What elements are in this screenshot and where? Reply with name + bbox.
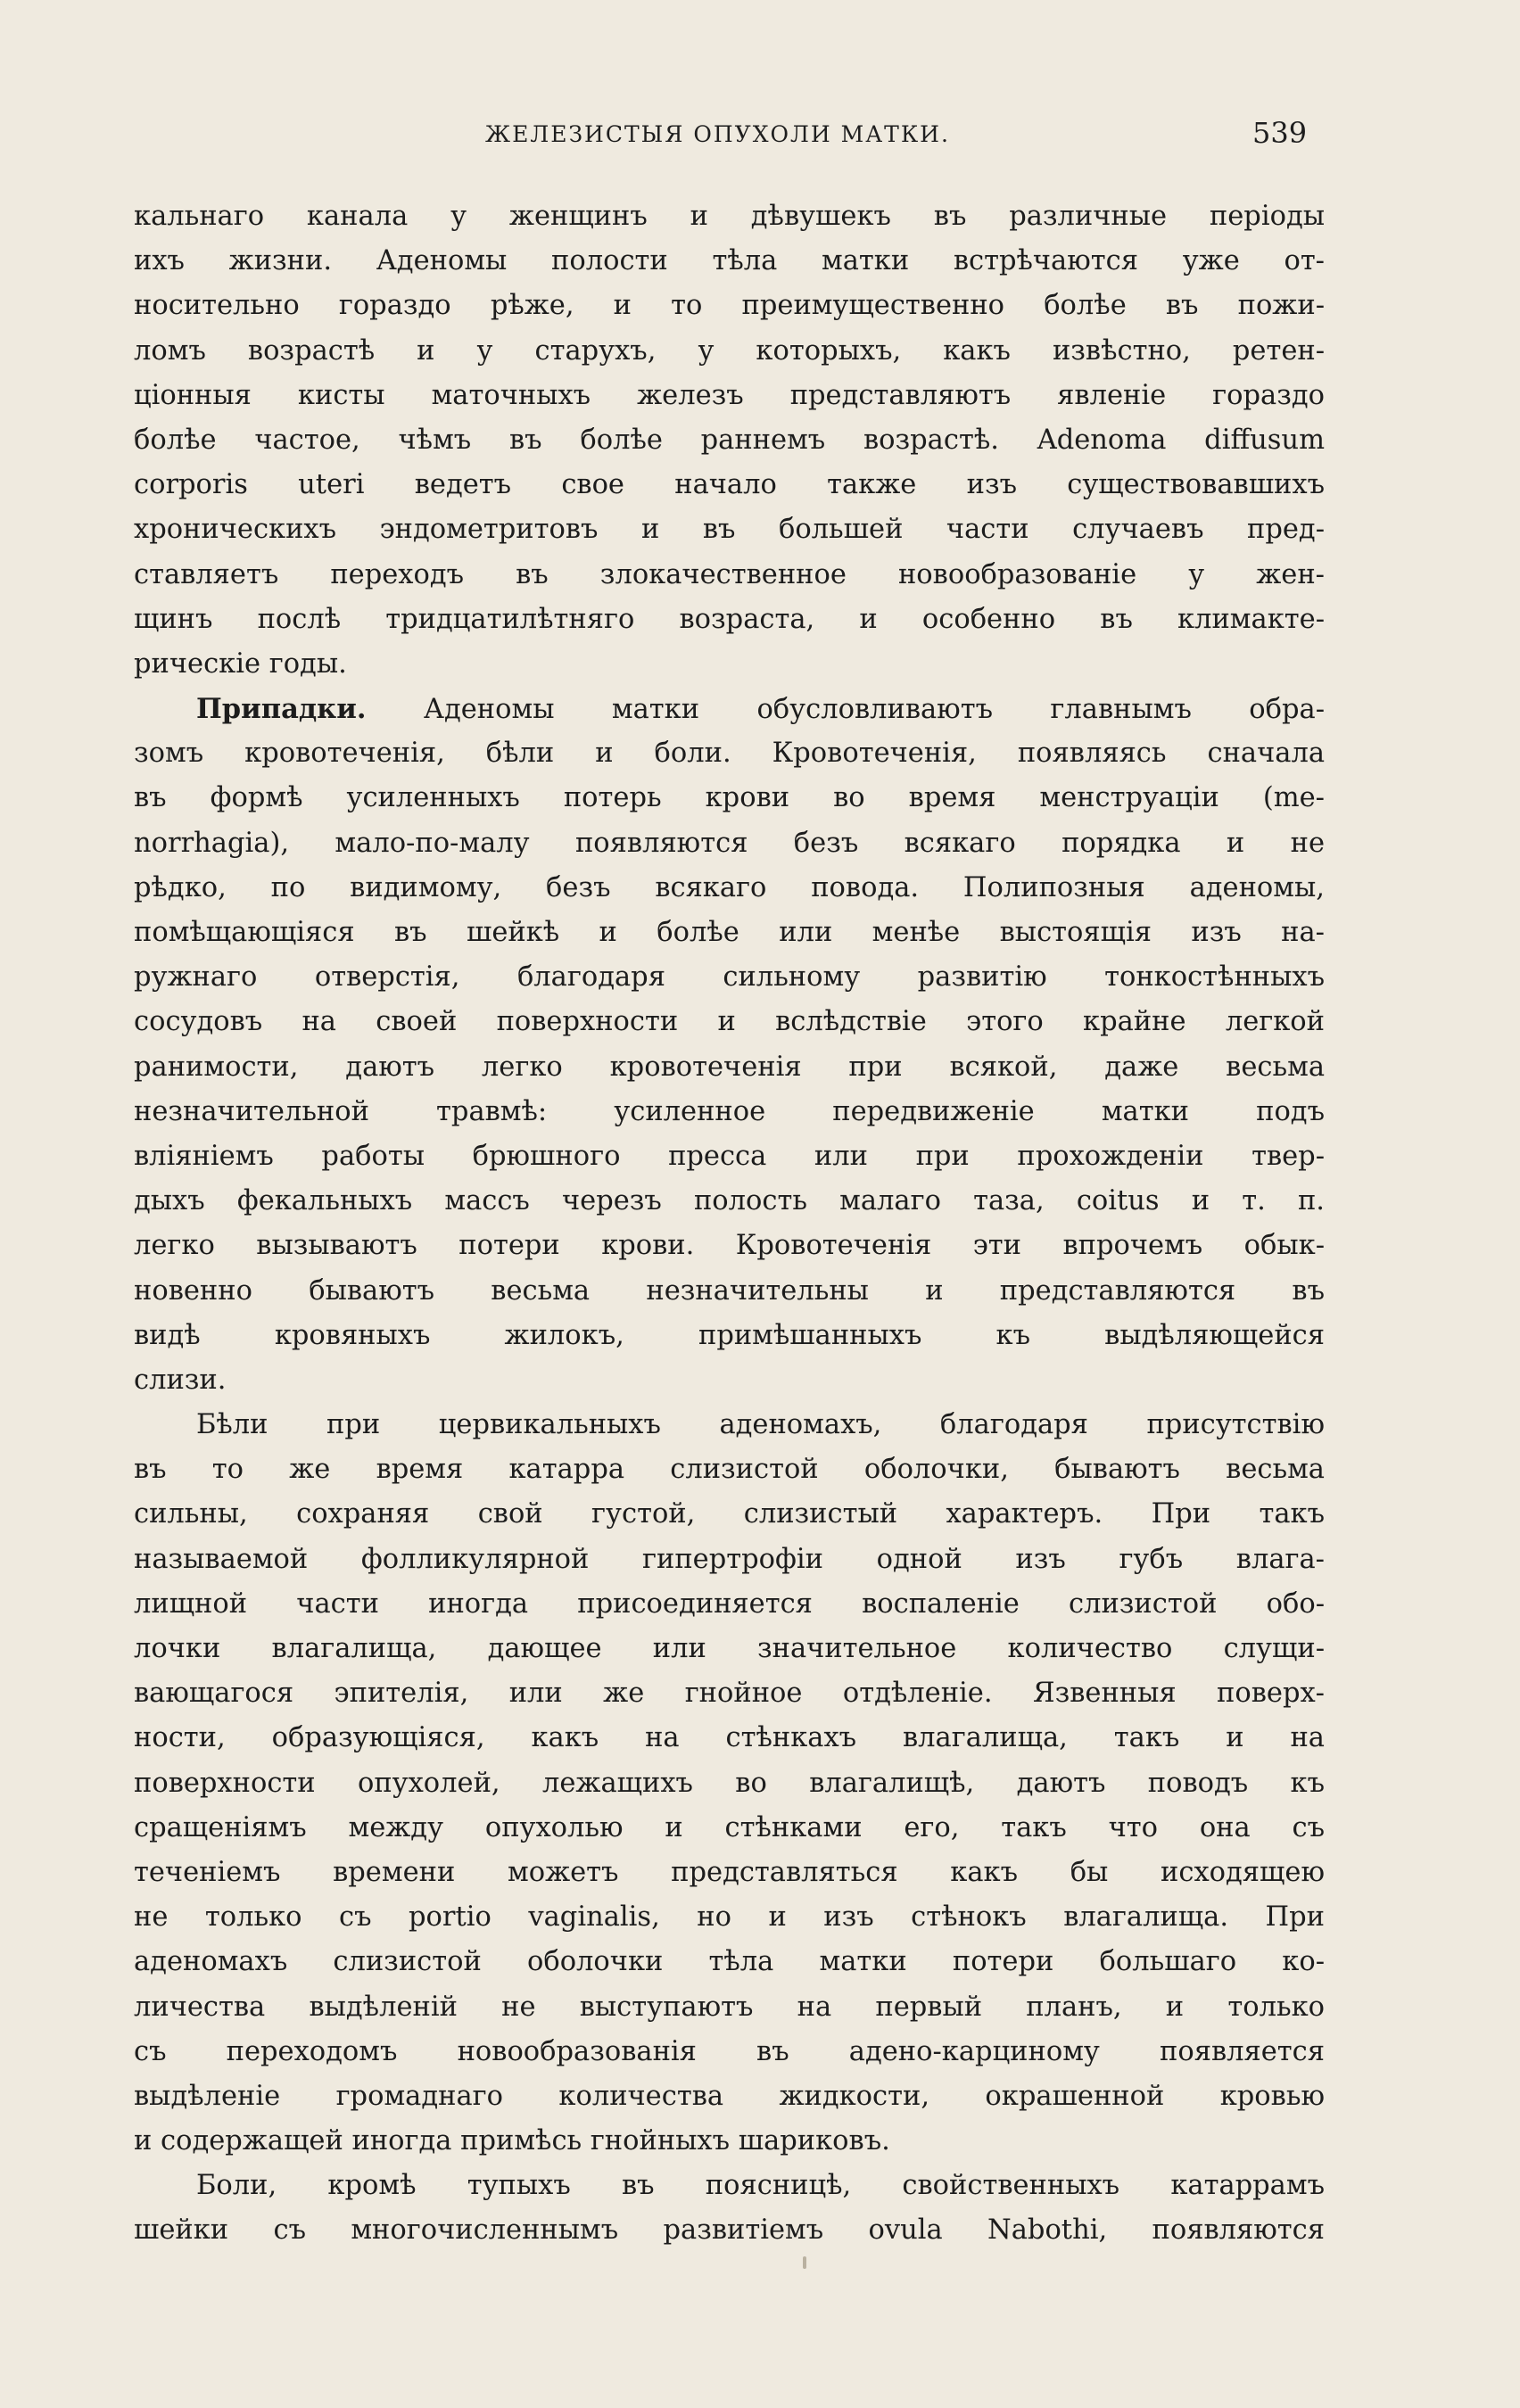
text-line: выдѣленіе громаднаго количества жидкости, окрашенной кровью (134, 2080, 1325, 2112)
text-line: сильны, сохраняя свой густой, слизистый характеръ. При такъ (134, 1498, 1325, 1530)
text-line: сращеніямъ между опухолью и стѣнками его, такъ что она съ (134, 1811, 1325, 1843)
text-line: рическіе годы. (134, 647, 347, 680)
text-line: называемой фолликулярной гипертрофіи одной изъ губъ влага- (134, 1543, 1325, 1575)
text-line: рѣдко, по видимому, безъ всякаго повода. Полипозныя аденомы, (134, 871, 1325, 903)
text-line: ности, образующіяся, какъ на стѣнкахъ влагалища, такъ и на (134, 1722, 1325, 1754)
text-line: болѣе частое, чѣмъ въ болѣе раннемъ возрастѣ. Adenoma diffusum (134, 424, 1325, 456)
text-line: носительно гораздо рѣже, и то преимущественно болѣе въ пожи- (134, 290, 1325, 322)
text-line: поверхности опухолей, лежащихъ во влагалищѣ, даютъ поводъ къ (134, 1767, 1325, 1799)
text-line: и содержащей иногда примѣсь гнойныхъ шариковъ. (134, 2125, 890, 2157)
text-line: незначительной травмѣ: усиленное передвиженіе матки подъ (134, 1095, 1325, 1127)
section-heading-inline: Припадки. (196, 693, 367, 726)
text-line: видѣ кровяныхъ жилокъ, примѣшанныхъ къ выдѣляющейся (134, 1319, 1325, 1351)
text-line: ихъ жизни. Аденомы полости тѣла матки встрѣчаются уже от- (134, 245, 1325, 277)
text-line: теченіемъ времени можетъ представляться какъ бы исходящею (134, 1856, 1325, 1888)
paper-speck (803, 2256, 806, 2269)
text-line: личества выдѣленій не выступаютъ на первый планъ, и только (134, 1991, 1325, 2023)
text-line: слизи. (134, 1364, 227, 1396)
text-line: не только съ portio vaginalis, но и изъ стѣнокъ влагалища. При (134, 1901, 1325, 1934)
text-fragment: Аденомы матки обусловливаютъ главнымъ обра- (366, 694, 1325, 726)
running-header (0, 116, 1520, 152)
text-line: лочки влагалища, дающее или значительное количество слущи- (134, 1633, 1325, 1664)
text-line: Бѣли при цервикальныхъ аденомахъ, благодаря присутствію (196, 1409, 1325, 1441)
text-line: Боли, кромѣ тупыхъ въ поясницѣ, свойственныхъ катаррамъ (196, 2170, 1325, 2202)
text-line: зомъ кровотеченія, бѣли и боли. Кровотеченія, появляясь сначала (134, 738, 1325, 770)
text-line: corporis uteri ведетъ свое начало также изъ существовавшихъ (134, 469, 1325, 501)
text-line: кальнаго канала у женщинъ и дѣвушекъ въ различные періоды (134, 201, 1325, 232)
text-line: norrhagia), мало-по-малу появляются безъ всякаго порядка и не (134, 827, 1325, 859)
text-line: помѣщающіяся въ шейкѣ и болѣе или менѣе выстоящія изъ на- (134, 917, 1325, 948)
text-line: въ то же время катарра слизистой оболочки, бываютъ весьма (134, 1454, 1325, 1486)
text-line: съ переходомъ новообразованія въ адено-карциному появляется (134, 2035, 1325, 2067)
text-line: въ формѣ усиленныхъ потерь крови во время менструаціи (me- (134, 782, 1325, 814)
text-line: ружнаго отверстія, благодаря сильному развитію тонкостѣнныхъ (134, 961, 1325, 994)
text-line: легко вызываютъ потери крови. Кровотеченія эти впрочемъ обык- (134, 1230, 1325, 1262)
text-line: дыхъ фекальныхъ массъ черезъ полость малаго таза, coitus и т. п. (134, 1185, 1325, 1217)
text-line: шейки съ многочисленнымъ развитіемъ ovula Nabothi, появляются (134, 2214, 1325, 2247)
page-number: 539 (1252, 116, 1308, 150)
text-line: новенно бываютъ весьма незначительны и представляются въ (134, 1274, 1325, 1307)
paragraph-first-line (134, 687, 1325, 731)
text-line: щинъ послѣ тридцатилѣтняго возраста, и особенно въ климакте- (134, 603, 1325, 635)
text-line: вліяніемъ работы брюшного пресса или при прохожденіи твер- (134, 1140, 1325, 1172)
text-line: ломъ возрастѣ и у старухъ, у которыхъ, какъ извѣстно, ретен- (134, 334, 1325, 367)
text-line: аденомахъ слизистой оболочки тѣла матки потери большаго ко- (134, 1946, 1325, 1978)
text-line: ставляетъ переходъ въ злокачественное новообразованіе у жен- (134, 558, 1325, 590)
text-line: хроническихъ эндометритовъ и въ большей части случаевъ пред- (134, 514, 1325, 546)
text-line: ціонныя кисты маточныхъ железъ представляютъ явленіе гораздо (134, 379, 1325, 411)
body-text (134, 194, 1325, 2254)
text-line: ранимости, даютъ легко кровотеченія при всякой, даже весьма (134, 1051, 1325, 1083)
text-line: сосудовъ на своей поверхности и вслѣдствіе этого крайне легкой (134, 1006, 1325, 1038)
text-line: вающагося эпителія, или же гнойное отдѣленіе. Язвенныя поверх- (134, 1678, 1325, 1710)
running-title: ЖЕЛЕЗИСТЫЯ ОПУХОЛИ МАТКИ. (485, 121, 950, 147)
text-line: лищной части иногда присоединяется воспаленіе слизистой обо- (134, 1587, 1325, 1620)
